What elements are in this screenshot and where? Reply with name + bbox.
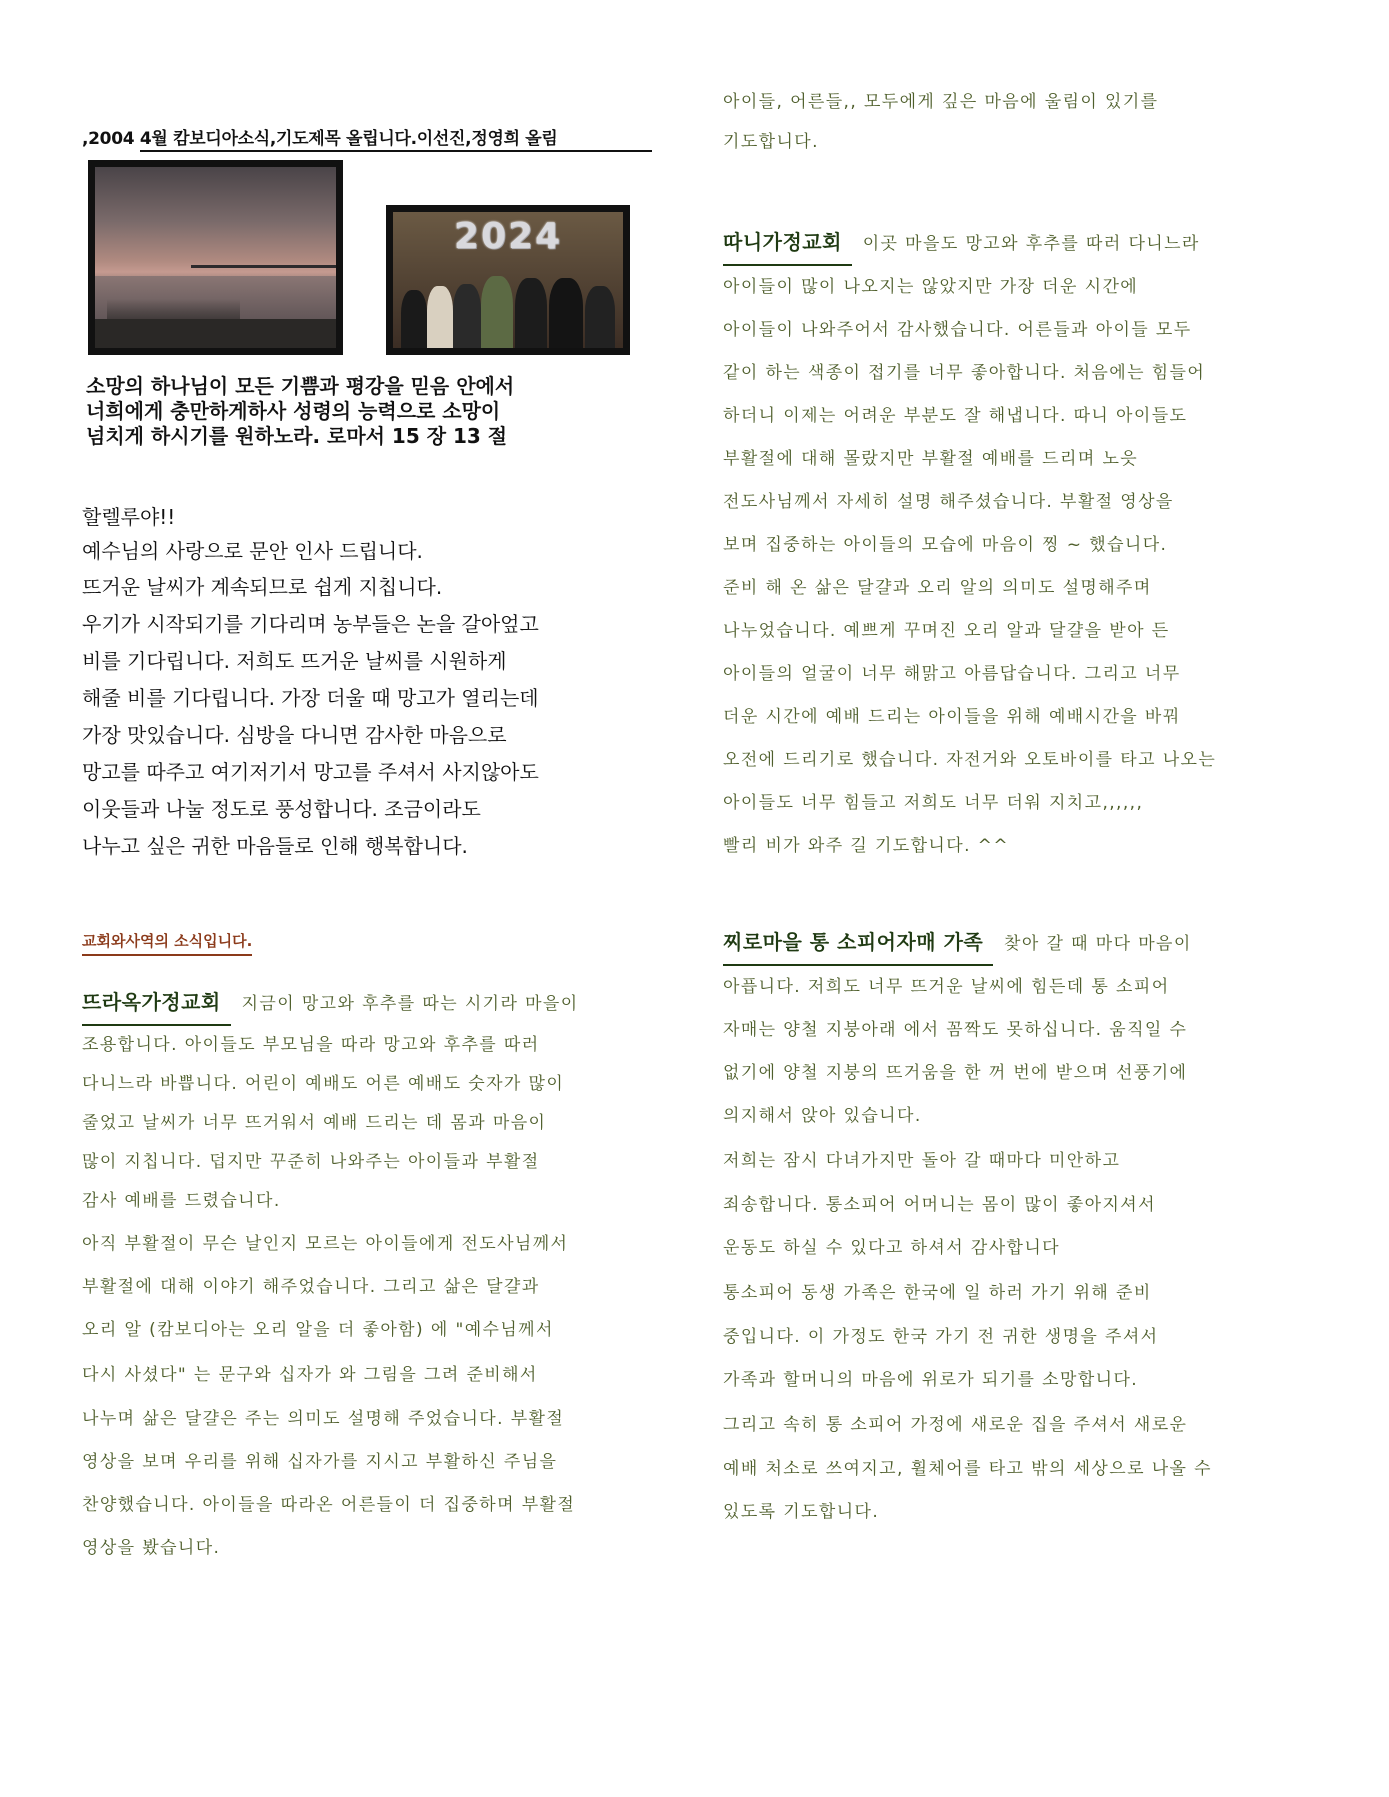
story-line: 나누며 삶은 달걀은 주는 의미도 설명해 주었습니다. 부활절 bbox=[82, 1409, 565, 1429]
story-traok-church bbox=[82, 980, 682, 1569]
story-line: 영상을 보며 우리를 위해 십자가를 지시고 부활하신 주님을 bbox=[82, 1452, 558, 1472]
story-line: 오전에 드리기로 했습니다. 자전거와 오토바이를 타고 나오는 bbox=[723, 750, 1217, 770]
newsletter-title: ,2004 4월 캄보디아소식,기도제목 올립니다.이선진,정영희 올림 bbox=[82, 129, 558, 149]
greeting-line: 뜨거운 날씨가 계속되므로 쉽게 지칩니다. bbox=[82, 575, 443, 599]
story-line: 다니느라 바쁩니다. 어린이 예배도 어른 예배도 숫자가 많이 bbox=[82, 1074, 565, 1094]
story-line: 아이들, 어른들,, 모두에게 깊은 마음에 울림이 있기를 bbox=[723, 92, 1159, 112]
verse-line: 소망의 하나님이 모든 기쁨과 평강을 믿음 안에서 bbox=[86, 374, 515, 398]
story-line: 가족과 할머니의 마음에 위로가 되기를 소망합니다. bbox=[723, 1370, 1139, 1390]
story-line: 조용합니다. 아이들도 부모님을 따라 망고와 후추를 따러 bbox=[82, 1035, 540, 1055]
story-line: 아직 부활절이 무슨 날인지 모르는 아이들에게 전도사님께서 bbox=[82, 1234, 569, 1254]
story-line: 더운 시간에 예배 드리는 아이들을 위해 예배시간을 바꿔 bbox=[723, 707, 1181, 727]
story-line: 아이들이 많이 나오지는 않았지만 가장 더운 시간에 bbox=[723, 277, 1139, 297]
greeting-line: 망고를 따주고 여기저기서 망고를 주셔서 사지않아도 bbox=[82, 760, 539, 784]
story-line: 빨리 비가 와주 길 기도합니다. ^^ bbox=[723, 836, 1009, 856]
balloon-year-text: 2024 bbox=[453, 216, 563, 257]
sunset-river-photo bbox=[88, 160, 343, 355]
story-line: 하더니 이제는 어려운 부분도 잘 해냅니다. 따니 아이들도 bbox=[723, 406, 1188, 426]
story-line: 지금이 망고와 후추를 따는 시기라 마을이 bbox=[241, 994, 579, 1014]
story-line: 감사 예배를 드렸습니다. bbox=[82, 1191, 281, 1211]
news-section-title: 교회와사역의 소식입니다. bbox=[82, 930, 252, 956]
story-title: 따니가정교회 bbox=[723, 220, 852, 266]
story-line: 의지해서 앉아 있습니다. bbox=[723, 1106, 922, 1126]
greeting-line: 비를 기다립니다. 저희도 뜨거운 날씨를 시원하게 bbox=[82, 649, 507, 673]
greeting-paragraph bbox=[82, 500, 672, 865]
story-line: 죄송합니다. 통소피어 어머니는 몸이 많이 좋아지셔서 bbox=[723, 1195, 1156, 1215]
greeting-line: 이웃들과 나눌 정도로 풍성합니다. 조금이라도 bbox=[82, 797, 481, 821]
verse-line: 너희에게 충만하게하사 성령의 능력으로 소망이 bbox=[86, 399, 501, 423]
story-line: 보며 집중하는 아이들의 모습에 마음이 찡 ~ 했습니다. bbox=[723, 535, 1168, 555]
story-line: 오리 알 (캄보디아는 오리 알을 더 좋아함) 에 "예수님께서 bbox=[82, 1320, 554, 1340]
story-line: 줄었고 날씨가 너무 뜨거워서 예배 드리는 데 몸과 마음이 bbox=[82, 1113, 547, 1133]
story-line: 부활절에 대해 이야기 해주었습니다. 그리고 삶은 달걀과 bbox=[82, 1277, 540, 1297]
story-title: 뜨라옥가정교회 bbox=[82, 980, 231, 1026]
story-line: 나누었습니다. 예쁘게 꾸며진 오리 알과 달걀을 받아 든 bbox=[723, 621, 1170, 641]
title-underline bbox=[140, 150, 652, 152]
story-line: 자매는 양철 지붕아래 에서 꼼짝도 못하십니다. 움직일 수 bbox=[723, 1020, 1188, 1040]
verse-line: 넘치게 하시기를 원하노라. 로마서 15 장 13 절 bbox=[86, 424, 508, 448]
story-line: 아이들이 나와주어서 감사했습니다. 어른들과 아이들 모두 bbox=[723, 320, 1192, 340]
story-line: 찾아 갈 때 마다 마음이 bbox=[1004, 934, 1192, 954]
bible-verse bbox=[86, 374, 666, 449]
greeting-line: 우기가 시작되기를 기다리며 농부들은 논을 갈아엎고 bbox=[82, 612, 539, 636]
story-line: 전도사님께서 자세히 설명 해주셨습니다. 부활절 영상을 bbox=[723, 492, 1174, 512]
story-continuation bbox=[723, 82, 1343, 162]
story-tani-church bbox=[723, 220, 1353, 868]
greeting-line: 예수님의 사랑으로 문안 인사 드립니다. bbox=[82, 539, 423, 563]
story-line: 중입니다. 이 가정도 한국 가기 전 귀한 생명을 주셔서 bbox=[723, 1327, 1159, 1347]
story-line: 저희는 잠시 다녀가지만 돌아 갈 때마다 미안하고 bbox=[723, 1151, 1121, 1171]
story-line: 영상을 봤습니다. bbox=[82, 1538, 221, 1558]
story-line: 그리고 속히 통 소피어 가정에 새로운 집을 주셔서 새로운 bbox=[723, 1415, 1188, 1435]
story-line: 이곳 마을도 망고와 후추를 따러 다니느라 bbox=[862, 234, 1200, 254]
story-line: 아이들의 얼굴이 너무 해맑고 아름답습니다. 그리고 너무 bbox=[723, 664, 1181, 684]
greeting-line: 가장 맛있습니다. 심방을 다니면 감사한 마음으로 bbox=[82, 723, 507, 747]
story-line: 많이 지칩니다. 덥지만 꾸준히 나와주는 아이들과 부활절 bbox=[82, 1152, 540, 1172]
story-line: 준비 해 온 삶은 달걀과 오리 알의 의미도 설명해주며 bbox=[723, 578, 1152, 598]
story-line: 있도록 기도합니다. bbox=[723, 1502, 880, 1522]
story-line: 다시 사셨다" 는 문구와 십자가 와 그림을 그려 준비해서 bbox=[82, 1365, 538, 1385]
greeting-line: 할렐루야!! bbox=[82, 505, 176, 529]
story-line: 운동도 하실 수 있다고 하셔서 감사합니다 bbox=[723, 1238, 1060, 1258]
story-line: 기도합니다. bbox=[723, 132, 819, 152]
story-line: 찬양했습니다. 아이들을 따라온 어른들이 더 집중하며 부활절 bbox=[82, 1495, 576, 1515]
story-line: 부활절에 대해 몰랐지만 부활절 예배를 드리며 노읏 bbox=[723, 449, 1139, 469]
story-line: 통소피어 동생 가족은 한국에 일 하러 가기 위해 준비 bbox=[723, 1283, 1152, 1303]
story-chiro-village-family bbox=[723, 920, 1363, 1534]
greeting-line: 해줄 비를 기다립니다. 가장 더울 때 망고가 열리는데 bbox=[82, 686, 539, 710]
family-group-photo bbox=[386, 205, 630, 355]
story-line: 아픕니다. 저희도 너무 뜨거운 날씨에 힘든데 통 소피어 bbox=[723, 977, 1170, 997]
greeting-line: 나누고 싶은 귀한 마음들로 인해 행복합니다. bbox=[82, 834, 468, 858]
story-line: 아이들도 너무 힘들고 저희도 너무 더워 지치고,,,,,, bbox=[723, 793, 1144, 813]
story-title: 찌로마을 통 소피어자매 가족 bbox=[723, 920, 993, 966]
story-line: 예배 처소로 쓰여지고, 휠체어를 타고 밖의 세상으로 나올 수 bbox=[723, 1459, 1212, 1479]
story-line: 같이 하는 색종이 접기를 너무 좋아합니다. 처음에는 힘들어 bbox=[723, 363, 1206, 383]
story-line: 없기에 양철 지붕의 뜨거움을 한 꺼 번에 받으며 선풍기에 bbox=[723, 1063, 1188, 1083]
